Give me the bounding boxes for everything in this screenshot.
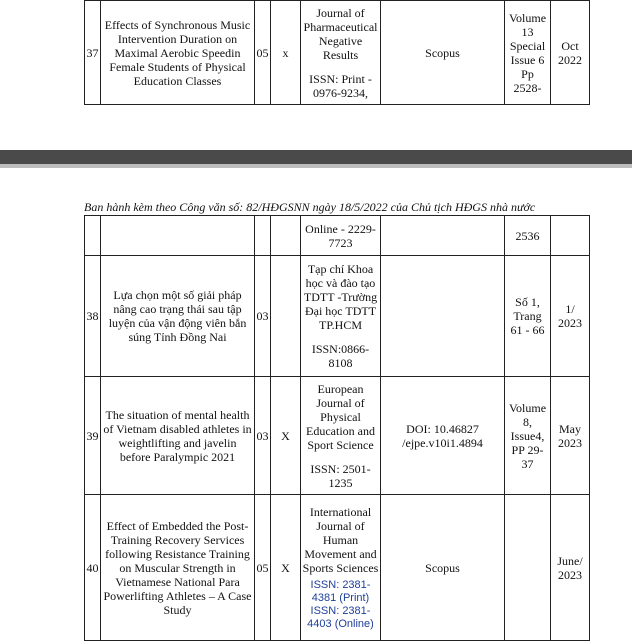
table-row-38: [85, 256, 590, 377]
author-count: 05: [255, 495, 271, 641]
date-cell: Oct 2022: [551, 1, 590, 105]
main-author-mark: x: [271, 1, 301, 105]
volume-cell: Số 1, Trang 61 - 66: [505, 256, 551, 377]
volume-continued: 2536: [505, 216, 551, 256]
index-cell: Scopus: [381, 1, 505, 105]
volume-cell: Volume 8, Issue4, PP 29-37: [505, 377, 551, 495]
journal-name: Journal of Pharmaceutical Negative Results: [303, 5, 378, 62]
journal-issn-online: ISSN: 2381-4403 (Online): [307, 604, 374, 630]
article-title: Lựa chọn một số giải pháp nâng cao trạng thái sau tập luyện của vận động viên bắn súng Tỉnh Đồng Nai: [101, 256, 255, 377]
article-title: [101, 216, 255, 256]
author-count: 03: [255, 256, 271, 377]
row-number: 38: [85, 256, 101, 377]
journal-name: International Journal of Human Movement and Sports Sciences: [302, 504, 379, 575]
author-count: 05: [255, 1, 271, 105]
journal-issn: ISSN: 2501-1235: [310, 461, 371, 490]
volume-cell: [505, 495, 551, 641]
date-cell: May 2023: [551, 377, 590, 495]
journal-cell: [301, 256, 381, 377]
main-author-mark: [271, 216, 301, 256]
main-author-mark: [271, 256, 301, 377]
index-cell: Scopus: [381, 495, 505, 641]
main-author-mark: X: [271, 377, 301, 495]
article-title: Effects of Synchronous Music Intervention Duration on Maximal Aerobic Speedin Female Students of Physical Education Classes: [101, 1, 255, 105]
author-count: [255, 216, 271, 256]
publication-table-top: [84, 0, 590, 105]
row-number: 40: [85, 495, 101, 641]
row-number: [85, 216, 101, 256]
journal-issn-continued: Online - 2229-7723: [301, 216, 381, 256]
journal-issn-print: ISSN: 2381-4381 (Print): [310, 578, 371, 604]
page-header-note: Ban hành kèm theo Công văn số: 82/HĐGSNN ngày 18/5/2022 của Chủ tịch HĐGS nhà nước: [84, 200, 536, 214]
article-title: The situation of mental health of Vietnam disabled athletes in weightlifting and javelin before Paralympic 2021: [101, 377, 255, 495]
author-count: 03: [255, 377, 271, 495]
date-cell: 1/ 2023: [551, 256, 590, 377]
journal-cell: [301, 1, 381, 105]
table-row-40: [85, 495, 590, 641]
journal-cell: [301, 377, 381, 495]
publication-table-bottom: [84, 215, 590, 641]
journal-cell: [301, 495, 381, 641]
table-row-37: [85, 1, 590, 105]
article-title: Effect of Embedded the Post-Training Recovery Services following Resistance Training on Muscular Strength in Vietnamese National Para Powerlifting Athletes – A Case Study: [101, 495, 255, 641]
index-cell: [381, 216, 505, 256]
page-break-band: [0, 150, 632, 164]
journal-issn: ISSN:0866-8108: [311, 342, 370, 370]
index-cell: [381, 256, 505, 377]
journal-name: European Journal of Physical Education and Sport Science: [306, 381, 375, 452]
row-number: 37: [85, 1, 101, 105]
main-author-mark: X: [271, 495, 301, 641]
date-cell: [551, 216, 590, 256]
journal-name: Tạp chí Khoa học và đào tạo TDTT -Trường Đại học TDTT TP.HCM: [303, 262, 378, 332]
row-number: 39: [85, 377, 101, 495]
date-cell: June/ 2023: [551, 495, 590, 641]
table-row-39: [85, 377, 590, 495]
volume-cell: Volume 13 Special Issue 6 Pp 2528-: [505, 1, 551, 105]
table-row-continuation: [85, 216, 590, 256]
index-cell: DOI: 10.46827 /ejpe.v10i1.4894: [381, 377, 505, 495]
journal-issn: ISSN: Print - 0976-9234,: [309, 71, 372, 100]
page-break-shadow: [0, 164, 632, 168]
